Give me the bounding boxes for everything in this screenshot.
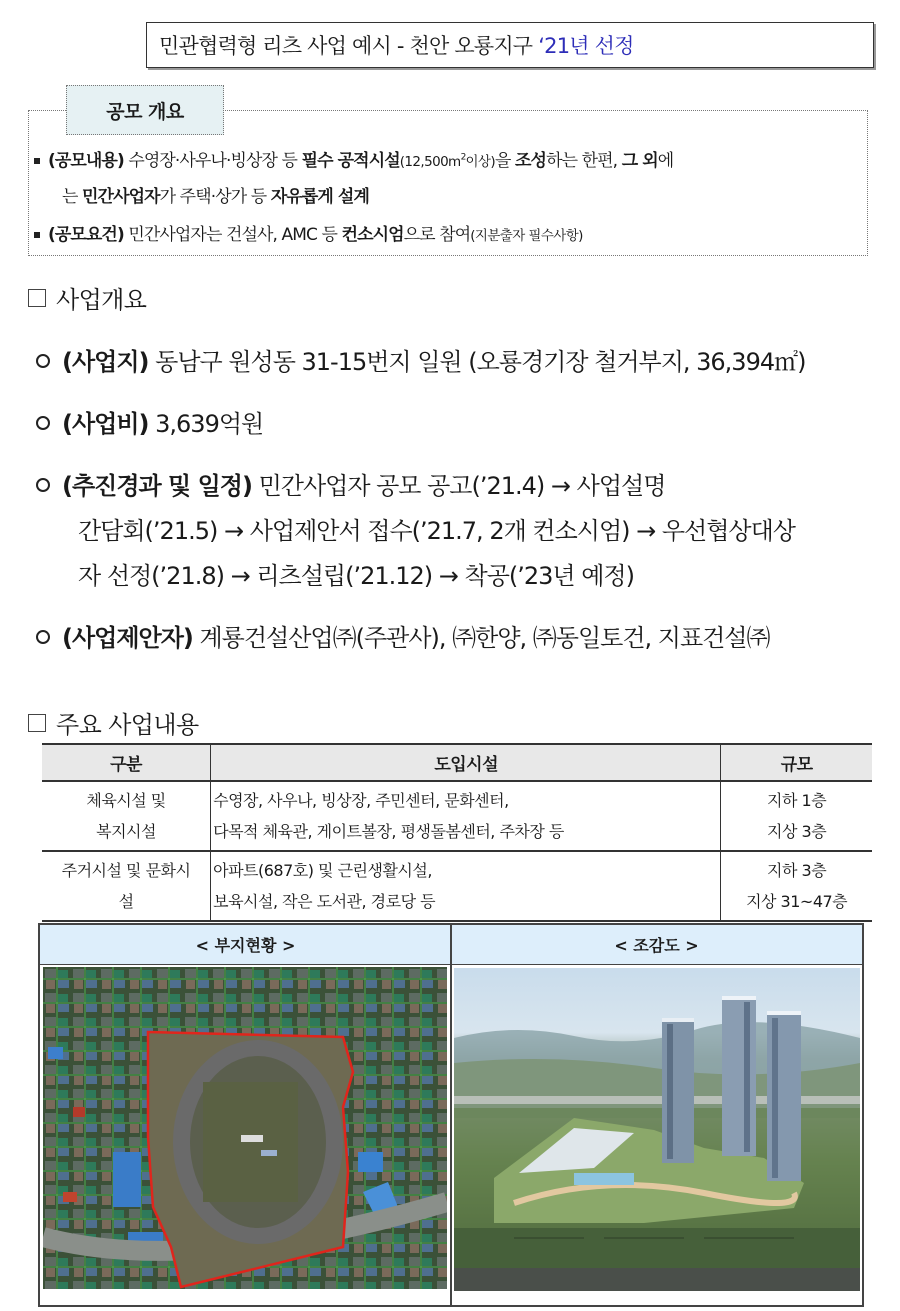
notice-text: 으로 참여: [403, 225, 471, 245]
overview-item-text: 3,639억원: [155, 410, 264, 438]
notice-item-content: [34, 146, 673, 171]
section-heading-main-content: [28, 705, 199, 740]
overview-item-schedule-cont1: 간담회(’21.5) → 사업제안서 접수(’21.7, 2개 컨소시엄) → 우선협상대상: [78, 517, 795, 545]
cell-line: 설: [118, 892, 134, 911]
checkbox-square-icon: [28, 714, 46, 732]
overview-item-cost: [36, 404, 263, 439]
cell-scale: [721, 781, 872, 851]
tower-2: [722, 996, 756, 1156]
notice-emphasis: 자유롭게 설계: [270, 187, 369, 207]
cell-line: 체육시설 및: [86, 791, 166, 810]
notice-text: 에: [657, 151, 674, 171]
tower-3: [767, 1011, 801, 1181]
notice-item-label: (공모요건): [48, 225, 124, 245]
cell-line: 주거시설 및 문화시: [61, 861, 191, 880]
checkbox-square-icon: [28, 289, 46, 307]
notice-emphasis: 컨소시엄: [341, 225, 404, 245]
notice-emphasis: 필수 공적시설: [301, 151, 400, 171]
cell-line: 지하 3층: [767, 861, 827, 880]
cell-category: [42, 781, 211, 851]
overview-item-text: 동남구 원성동 31-15번지 일원 (오룡경기장 철거부지, 36,394㎡): [155, 348, 806, 376]
notice-emphasis: 조성: [515, 151, 547, 171]
overview-item-label: (추진경과 및 일정): [62, 472, 252, 500]
document-title: 민관협력형 리츠 사업 예시 - 천안 오룡지구: [159, 34, 533, 58]
overview-item-text: 계룡건설산업㈜(주관사), ㈜한양, ㈜동일토건, 지표건설㈜: [199, 624, 770, 652]
notice-item-label: (공모내용): [48, 151, 124, 171]
table-header-row: [42, 744, 872, 781]
notice-item-content-cont: [62, 182, 369, 207]
overview-item-site: [36, 342, 805, 377]
facilities-table: [42, 743, 872, 922]
column-header-category: 구분: [42, 744, 211, 781]
superscript: 2: [460, 152, 466, 163]
column-header-facilities: 도입시설: [211, 744, 721, 781]
notice-emphasis: 그 외: [621, 151, 658, 171]
table-row: [42, 781, 872, 851]
image-comparison-panel: [38, 923, 864, 1307]
notice-small-text: (12,500m: [399, 154, 461, 170]
circle-bullet-icon: [36, 478, 50, 492]
cell-line: 지상 3층: [767, 822, 827, 841]
overview-item-label: (사업지): [62, 348, 149, 376]
bird-eye-view-caption: < 조감도 >: [451, 925, 862, 965]
document-title-accent: ‘21년 선정: [538, 34, 634, 58]
notice-text: 민간사업자는 건설사, AMC 등: [128, 225, 342, 245]
aerial-map-illustration: [43, 967, 447, 1289]
notice-small-text: (지분출자 필수사항): [470, 228, 583, 244]
section-heading-overview: [28, 280, 146, 315]
overview-item-schedule: [36, 466, 665, 501]
table-row: [42, 851, 872, 921]
cell-scale: [721, 851, 872, 921]
section-heading-text: 주요 사업내용: [56, 711, 199, 739]
overview-item-proposers: [36, 618, 770, 653]
overview-item-text: 민간사업자 공모 공고(’21.4) → 사업설명: [258, 472, 666, 500]
circle-bullet-icon: [36, 416, 50, 430]
notice-small-text: 이상): [465, 154, 495, 170]
cell-line: 보육시설, 작은 도서관, 경로당 등: [213, 892, 436, 911]
overview-item-schedule-cont2: 자 선정(’21.8) → 리츠설립(’21.12) → 착공(’23년 예정): [78, 562, 634, 590]
site-status-caption: < 부지현황 >: [40, 925, 451, 965]
document-title-box: [146, 22, 874, 68]
notice-text: 하는 한편,: [546, 151, 622, 171]
notice-text: 수영장·사우나·빙상장 등: [128, 151, 302, 171]
cell-category: [42, 851, 211, 921]
section-heading-text: 사업개요: [56, 286, 147, 314]
competition-summary-tab: 공모 개요: [66, 85, 224, 135]
notice-text: 을: [495, 151, 516, 171]
column-header-scale: 규모: [721, 744, 872, 781]
circle-bullet-icon: [36, 630, 50, 644]
tower-1: [662, 1018, 694, 1163]
cell-line: 수영장, 사우나, 빙상장, 주민센터, 문화센터,: [213, 791, 509, 810]
rendering-illustration: [454, 968, 860, 1291]
site-aerial-photo: [43, 967, 447, 1289]
overview-item-label: (사업비): [62, 410, 149, 438]
square-bullet-icon: [34, 232, 40, 238]
cell-line: 지상 31~47층: [746, 892, 848, 911]
notice-emphasis: 민간사업자: [82, 187, 160, 207]
cell-line: 다목적 체육관, 게이트볼장, 평생돌봄센터, 주차장 등: [213, 822, 564, 841]
bird-eye-rendering: [454, 968, 860, 1291]
cell-facilities: [211, 851, 721, 921]
overview-item-label: (사업제안자): [62, 624, 193, 652]
notice-text: 는: [62, 187, 83, 207]
cell-facilities: [211, 781, 721, 851]
circle-bullet-icon: [36, 354, 50, 368]
panel-divider: [450, 925, 452, 1305]
cell-line: 아파트(687호) 및 근린생활시설,: [213, 861, 432, 880]
notice-item-requirement: [34, 220, 583, 245]
square-bullet-icon: [34, 158, 40, 164]
cell-line: 복지시설: [96, 822, 156, 841]
cell-line: 지하 1층: [767, 791, 827, 810]
notice-text: 가 주택·상가 등: [159, 187, 271, 207]
